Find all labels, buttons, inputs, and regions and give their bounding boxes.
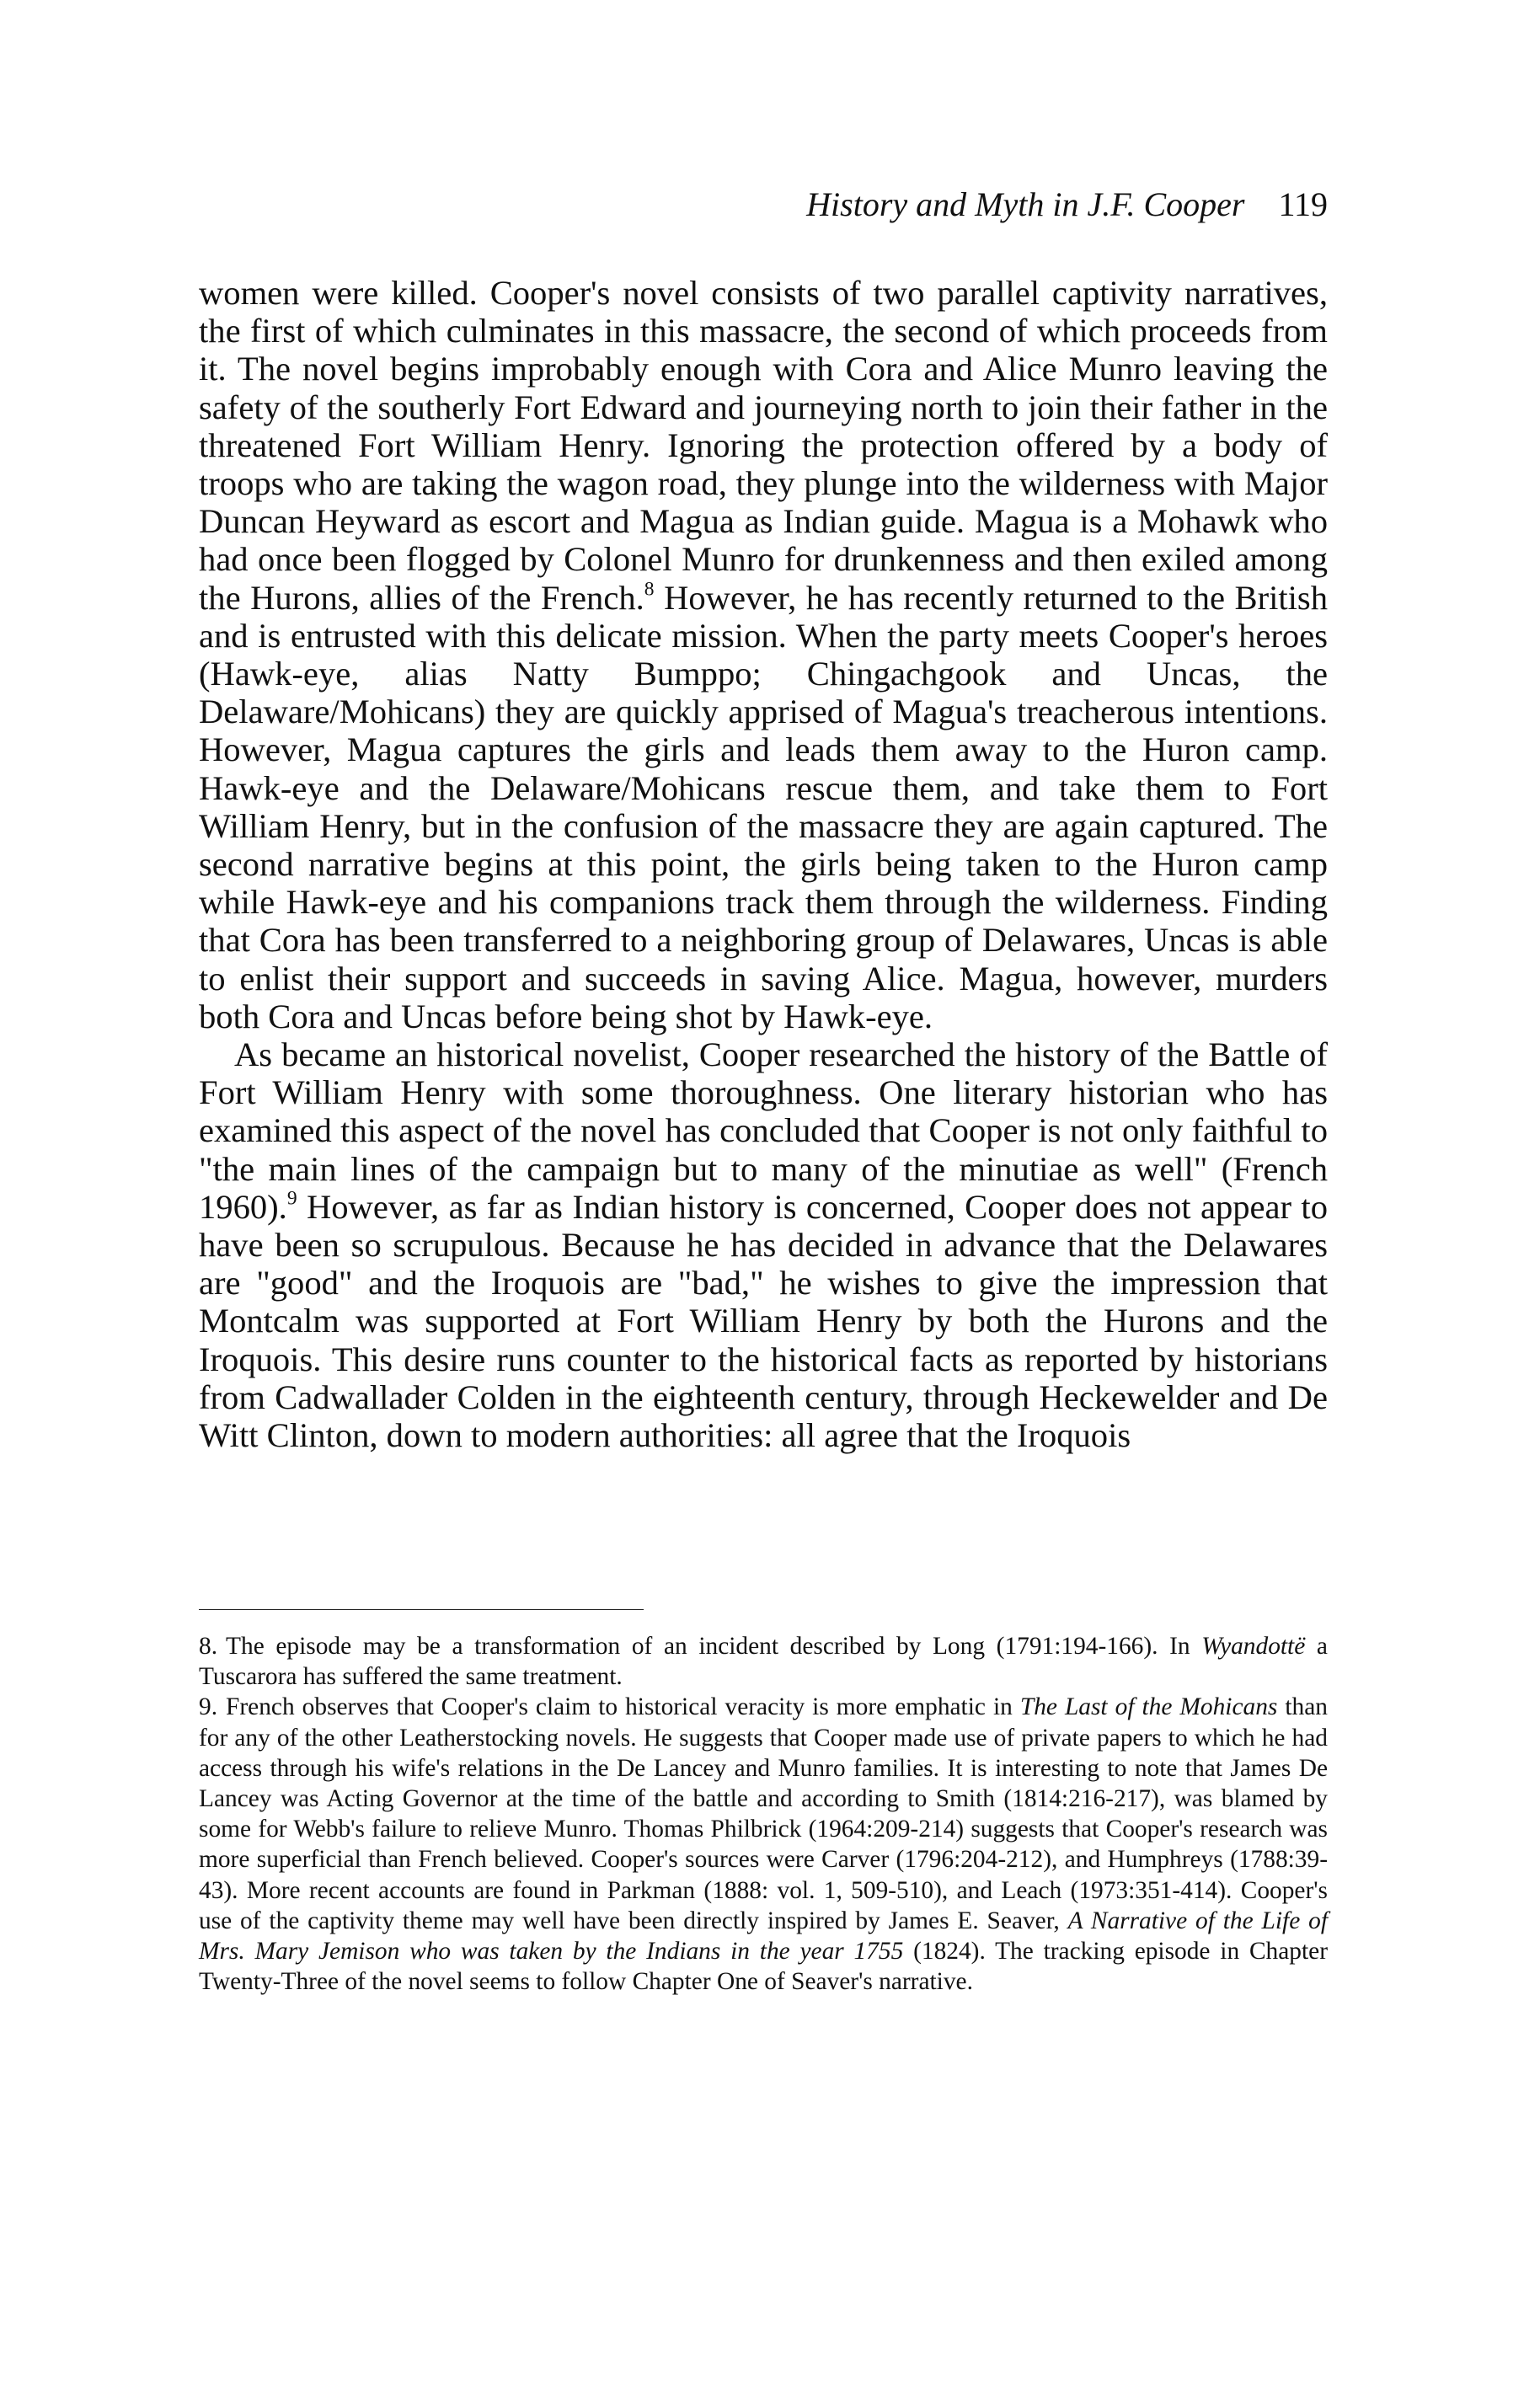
footnote-9-italic-title: The Last of the Mohicans [1019, 1693, 1278, 1721]
footnote-9-text-b: than for any of the other Leatherstocking novels. He suggests that Cooper made use of private papers to which he had access through his wife's relations in the De Lancey and Munro families. It is interesting to note that James De Lancey was Acting Governor at the time of the battle and according to Smith (1814:216-217), was blamed by some for Webb's failure to relieve Munro. Thomas Philbrick (1964:209-214) suggests that Cooper's research was more superficial than French believed. Cooper's sources were Carver (1796:204-212), and Humphreys (1788:39-43). More recent accounts are found in Parkman (1888: vol. 1, 509-510), and Leach (1973:351-414). Cooper's use of the captivity theme may well have been directly inspired by James E. Seaver, [199, 1693, 1328, 1934]
footnote-8 [199, 1631, 1328, 1692]
footnote-ref-9: 9 [286, 1187, 297, 1210]
paragraph-1-text-b: However, he has recently returned to the British and is entrusted with this delicate mission. When the party meets Cooper's heroes (Hawk-eye, alias Natty Bumppo; Chingachgook and Uncas, the Delaware/Mohicans) they are quickly apprised of Magua's treacherous intentions. However, Magua captures the girls and leads them away to the Huron camp. Hawk-eye and the Delaware/Mohicans rescue them, and take them to Fort William Henry, but in the confusion of the massacre they are again captured. The second narrative begins at this point, the girls being taken to the Huron camp while Hawk-eye and his companions track them through the wilderness. Finding that Cora has been transferred to a neighboring group of Delawares, Uncas is able to enlist their support and succeeds in saving Alice. Magua, however, murders both Cora and Uncas before being shot by Hawk-eye. [199, 578, 1329, 1035]
running-head [199, 184, 1328, 226]
paragraph-2-text-b: However, as far as Indian history is concerned, Cooper does not appear to have been so scrupulous. Because he has decided in advance that the Delawares are "good" and the Iroquois are "bad," he wishes to give the impression that Montcalm was supported at Fort William Henry by both the Hurons and the Iroquois. This desire runs counter to the historical facts as reported by historians from Cadwallader Colden in the eighteenth century, through Heckewelder and De Witt Clinton, down to modern authorities: all agree that the Iroquois [199, 1187, 1328, 1455]
paragraph-1 [199, 274, 1328, 1035]
running-head-title: History and Myth in J.F. Cooper [806, 185, 1245, 223]
footnotes [199, 1631, 1328, 1997]
footnote-9-text-a: French observes that Cooper's claim to historical veracity is more emphatic in [226, 1693, 1020, 1721]
paragraph-1-text-a: women were killed. Cooper's novel consists of two parallel captivity narratives, the first of which culminates in this massacre, the second of which proceeds from it. The novel begins improbably enough with Cora and Alice Munro leaving the safety of the southerly Fort Edward and journeying north to join their father in the threatened Fort William Henry. Ignoring the protection offered by a body of troops who are taking the wagon road, they plunge into the wilderness with Major Duncan Heyward as escort and Magua as Indian guide. Magua is a Mohawk who had once been flogged by Colonel Munro for drunkenness and then exiled among the Hurons, allies of the French. [199, 274, 1328, 617]
footnote-ref-8: 8 [644, 578, 655, 601]
footnote-9-number: 9. [199, 1693, 218, 1721]
main-text [199, 274, 1328, 1454]
footnote-8-italic-title: Wyandottë [1201, 1633, 1306, 1660]
footnote-9-italic-title-2: A Narrative of the Life of Mrs. Mary Jemison who was taken by the Indians in the year 1755 [199, 1907, 1328, 1966]
page-number: 119 [1278, 185, 1328, 223]
footnote-8-number: 8. [199, 1633, 218, 1660]
footnote-9-text-c: (1824). The tracking episode in Chapter Twenty-Three of the novel seems to follow Chapter One of Seaver's narrative. [199, 1938, 1328, 1996]
footnote-9 [199, 1692, 1328, 1997]
footnote-8-text-a: The episode may be a transformation of an incident described by Long (1791:194-166). In [226, 1633, 1202, 1660]
paragraph-2 [199, 1035, 1328, 1454]
footnote-rule [199, 1609, 644, 1610]
footnote-8-text-b: a Tuscarora has suffered the same treatment. [199, 1633, 1328, 1691]
paragraph-2-text-a: As became an historical novelist, Cooper researched the history of the Battle of Fort William Henry with some thoroughness. One literary historian who has examined this aspect of the novel has concluded that Cooper is not only faithful to "the main lines of the campaign but to many of the minutiae as well" (French 1960). [199, 1035, 1328, 1226]
